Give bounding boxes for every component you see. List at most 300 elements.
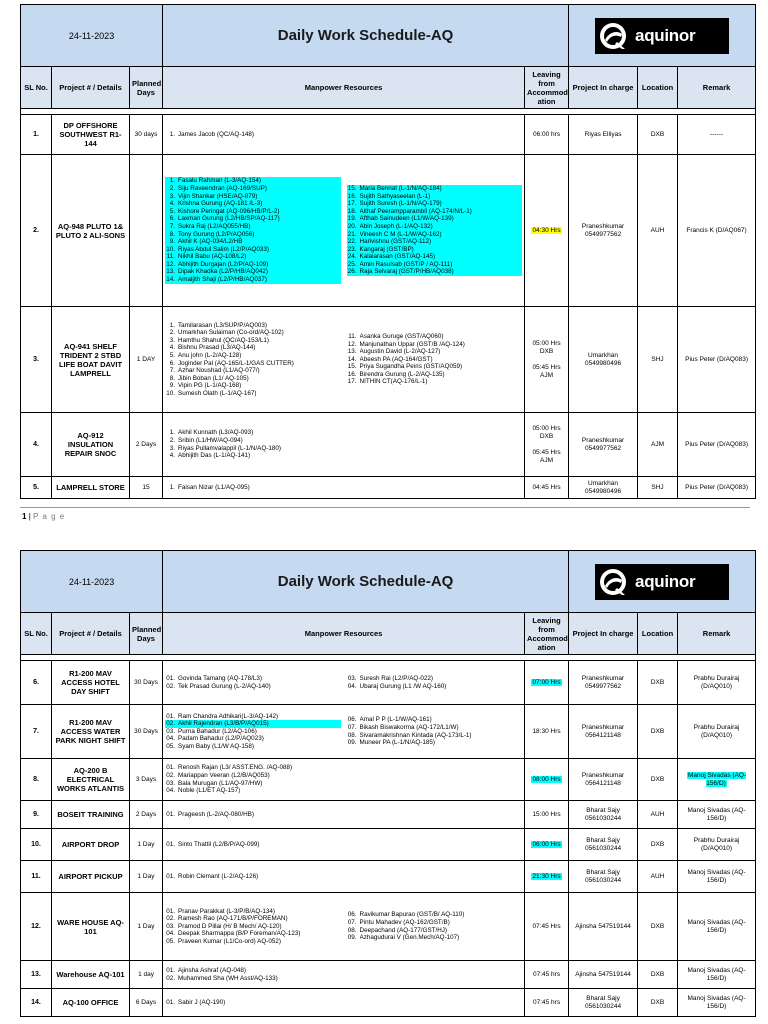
row-location: DXB (638, 661, 678, 705)
manpower-item (165, 215, 341, 223)
manpower-item-name: Deepachand (AQ-177/GST/HJ) (359, 926, 448, 934)
row-manpower (163, 893, 525, 961)
row-planned-days: 3 Days (130, 759, 163, 801)
manpower-item (347, 927, 523, 935)
manpower-item-name: Praveen Kumar (L1/Co-ord) AQ-052) (178, 937, 281, 945)
col-project-2: Project # / Details (52, 613, 130, 655)
manpower-item-number: 16. (347, 370, 357, 378)
schedule-table-1 (20, 4, 756, 499)
aquinor-logo (595, 18, 729, 54)
row-manpower (163, 961, 525, 989)
manpower-item-name: Pranav Parakkat (L-3/P/B/AQ-134) (178, 907, 275, 915)
manpower-item-number: 4. (169, 200, 176, 208)
manpower-right-list (347, 764, 523, 794)
manpower-item-number: 03. (166, 922, 176, 930)
manpower-item-name: Sribin (L1/HW/AQ-094) (178, 436, 243, 444)
row-sl-no: 12. (21, 893, 52, 961)
row-location: DXB (638, 759, 678, 801)
manpower-item (165, 772, 341, 780)
manpower-item-name: Vijin Shankar (HSE/AQ-079) (178, 193, 341, 201)
manpower-item (165, 360, 341, 368)
col-project: Project # / Details (52, 67, 130, 109)
manpower-item (165, 811, 341, 819)
manpower-item-name: Abhijith Das (L-1/AQ-141) (178, 452, 251, 460)
manpower-left-list (165, 131, 341, 139)
row-sl-no: 6. (21, 661, 52, 705)
row-incharge: Praneshkumar 0549977562 (569, 413, 638, 477)
manpower-item (165, 375, 341, 383)
manpower-item-number: 10. (166, 389, 176, 397)
row-leaving-time (525, 801, 569, 829)
manpower-item (347, 724, 523, 732)
row-incharge: Praneshkumar 0564121148 (569, 705, 638, 759)
manpower-left-list (165, 764, 341, 794)
remark-value: Pius Peter (D/AQ083) (685, 483, 748, 491)
manpower-left-list (165, 429, 341, 459)
row-planned-days: 1 Day (130, 861, 163, 893)
manpower-item (165, 223, 341, 231)
remark-value: Manoj Sivadas (AQ-156/D) (687, 918, 746, 934)
manpower-right-list (347, 333, 523, 386)
manpower-item-number: 21. (347, 230, 357, 238)
col-planned-days-2: Planned Days (130, 613, 163, 655)
row-leaving-time (525, 115, 569, 155)
manpower-item-number: 04. (166, 930, 176, 938)
aquinor-logo-icon (599, 22, 627, 50)
row-project: AQ-948 PLUTO 1& PLUTO 2 ALI-SONS (52, 155, 130, 307)
manpower-item-name: Amaljith Shaji (L2/P/HB/AQ037) (178, 276, 341, 284)
manpower-item-name: Ravikumar Bapurao (GST/B/ AQ-110) (359, 911, 465, 919)
manpower-left-list (165, 811, 341, 819)
manpower-item-name: Althaf Peerampparambil (AQ-174/N/L-1) (360, 208, 523, 216)
manpower-item (165, 923, 341, 931)
row-remark (678, 115, 756, 155)
manpower-item-number: 04. (166, 735, 176, 743)
row-sl-no: 1. (21, 115, 52, 155)
manpower-item-number: 13. (166, 268, 176, 276)
manpower-item-name: Jibin Boban (L1/ AQ-105) (178, 374, 249, 382)
manpower-right-list (347, 716, 523, 746)
manpower-item-name: Mariappan Veeran (L2/B/AQ053) (178, 771, 270, 779)
manpower-item-number: 05. (166, 742, 176, 750)
manpower-item-name: Muneer PA (L-1/N/AQ-185) (359, 739, 436, 747)
manpower-item-number: 02. (166, 915, 176, 923)
row-sl-no: 3. (21, 307, 52, 413)
manpower-item-number: 03. (166, 727, 176, 735)
manpower-item-name: Afthab Sainudeen (L1/W/AQ-139) (360, 215, 523, 223)
manpower-item (347, 231, 523, 239)
manpower-item-name: Abhijith Durgajan (L2/P/AQ-109) (178, 261, 341, 269)
leaving-time-value: 05:00 Hrs DXB 05:45 Hrs AJM (532, 339, 561, 379)
manpower-item (165, 873, 341, 881)
row-leaving-time (525, 893, 569, 961)
manpower-item-name: Deepak Sharmappa (B/P Foreman/AQ-123) (178, 930, 301, 938)
manpower-item-number: 23. (347, 245, 357, 253)
row-incharge: Praneshkumar 0564121148 (569, 759, 638, 801)
manpower-item-number: 01. (166, 712, 176, 720)
manpower-item-number: 2. (169, 436, 176, 444)
manpower-item-name: Riyas Pullamvalappil (L-1/N/AQ-180) (178, 444, 281, 452)
manpower-item-number: 1. (169, 429, 176, 437)
manpower-item-name: Abeesh PA (AQ-164/GST) (359, 355, 433, 363)
remark-value: Manoj Sivadas (AQ-156/D) (687, 994, 746, 1010)
remark-value: Prabhu Durairaj (D/AQ010) (693, 674, 740, 690)
manpower-item (347, 215, 523, 223)
manpower-item (165, 193, 341, 201)
remark-value: Prabhu Durairaj (D/AQ010) (693, 723, 740, 739)
remark-value: Manoj Sivadas (AQ-156/D) (687, 868, 746, 884)
manpower-item (165, 344, 341, 352)
manpower-item-number: 2. (169, 329, 176, 337)
row-project: BOSEIT TRAINING (52, 801, 130, 829)
manpower-item-name: Abin Joseph (L-1/AQ-132) (360, 223, 523, 231)
manpower-right-list (347, 131, 523, 139)
manpower-item (165, 437, 341, 445)
remark-value: Manoj Sivadas (AQ-156/D) (687, 771, 747, 787)
row-sl-no: 8. (21, 759, 52, 801)
manpower-item (165, 975, 341, 983)
manpower-item (347, 911, 523, 919)
manpower-item (165, 367, 341, 375)
leaving-time-value: 15:00 Hrs (532, 810, 561, 818)
remark-value: Pius Peter (D/AQ083) (685, 440, 748, 448)
page-label: P a g e (33, 512, 66, 521)
row-project: AQ-941 SHELF TRIDENT 2 STBD LIFE BOAT DAVIT LAMPRELL (52, 307, 130, 413)
manpower-item-number: 5. (169, 351, 176, 359)
manpower-item (347, 716, 523, 724)
manpower-item-name: Ram Chandra Adhikari(L-3/AQ-142) (178, 712, 279, 720)
manpower-item-name: Manjunathan Uppar (GST/B /AQ-124) (359, 340, 465, 348)
manpower-item-name: Bala Murugan (L1/AQ-97/HW) (178, 779, 263, 787)
schedule-row (21, 961, 756, 989)
manpower-left-list (165, 841, 341, 849)
col-incharge: Project In charge (569, 67, 638, 109)
row-manpower (163, 661, 525, 705)
manpower-item-name: Riyas Abdul Salim (L2/P/AQ033) (178, 246, 341, 254)
manpower-item-name: James Jacob (QC/AQ-148) (178, 130, 254, 138)
aquinor-logo-text: aquinor (635, 25, 696, 45)
schedule-row (21, 801, 756, 829)
manpower-item-name: Raja Selvaraj (GST/P/HB/AQ038) (360, 268, 523, 276)
manpower-item-name: Tek Prasad Gurung (L-2/AQ-140) (178, 682, 271, 690)
row-remark (678, 893, 756, 961)
manpower-item-name: Augustin David (L-2/AQ-127) (359, 348, 441, 356)
manpower-item (165, 967, 341, 975)
col-remark: Remark (678, 67, 756, 109)
row-incharge: Bharat Sajy 0561030244 (569, 989, 638, 1017)
aquinor-logo-icon-2 (599, 568, 627, 596)
manpower-item-number: 09. (347, 934, 357, 942)
manpower-item-name: Sinto Thattil (L2/B/P/AQ-099) (178, 840, 260, 848)
row-incharge: Riyas Elliyas (569, 115, 638, 155)
manpower-item-name: Vipin PG (L-1/AQ-168) (178, 382, 242, 390)
manpower-item (347, 200, 523, 208)
row-manpower (163, 801, 525, 829)
manpower-item-name: Ajinsha Ashraf (AQ-048) (178, 966, 246, 974)
manpower-item (347, 683, 523, 691)
row-incharge: Umarkhan 0549980496 (569, 307, 638, 413)
schedule-row (21, 759, 756, 801)
manpower-item-number: 02. (166, 974, 176, 982)
manpower-item-name: Harivishnu (GST/AQ-112) (360, 238, 523, 246)
manpower-item-number: 01. (166, 966, 176, 974)
manpower-item-number: 09. (347, 739, 357, 747)
row-location: SHJ (638, 477, 678, 499)
row-leaving-time (525, 155, 569, 307)
schedule-rows-2 (21, 661, 756, 1017)
row-remark (678, 861, 756, 893)
row-planned-days: 2 Days (130, 413, 163, 477)
manpower-item (347, 675, 523, 683)
manpower-item (165, 999, 341, 1007)
manpower-item-name: Sabir J (AQ-190) (178, 998, 226, 1006)
manpower-item (165, 238, 341, 246)
manpower-item-number: 06. (347, 911, 357, 919)
manpower-item (347, 253, 523, 261)
manpower-item-number: 14. (347, 355, 357, 363)
row-leaving-time (525, 477, 569, 499)
row-location: AUH (638, 861, 678, 893)
schedule-table-2 (20, 550, 756, 1017)
schedule-row (21, 115, 756, 155)
manpower-item-name: Birendra Gurung (L-2/AQ-135) (359, 370, 445, 378)
row-remark (678, 155, 756, 307)
col-sl-no: SL No. (21, 67, 52, 109)
row-sl-no: 13. (21, 961, 52, 989)
manpower-item-number: 16. (347, 192, 357, 200)
row-manpower (163, 989, 525, 1017)
manpower-left-list (165, 484, 341, 492)
schedule-row (21, 661, 756, 705)
manpower-item-number: 02. (166, 720, 176, 728)
row-manpower (163, 829, 525, 861)
schedule-date-2: 24-11-2023 (21, 551, 163, 613)
manpower-right-list (347, 873, 523, 881)
manpower-item (347, 732, 523, 740)
manpower-item-name: Akhil Kunnath (L3/AQ-093) (178, 429, 254, 437)
manpower-item-number: 1. (169, 130, 176, 138)
leaving-time-value: 08:00 Hrs (532, 775, 561, 783)
leaving-time-value: 07:45 hrs (532, 998, 561, 1006)
row-incharge: Ajinsha 547519144 (569, 961, 638, 989)
manpower-item-number: 6. (169, 215, 176, 223)
manpower-item-number: 06. (347, 716, 357, 724)
manpower-item-name: Asanka Guruge (GST/AQ060) (359, 332, 444, 340)
manpower-item-number: 03. (347, 674, 357, 682)
col-planned-days: Planned Days (130, 67, 163, 109)
row-manpower (163, 307, 525, 413)
row-remark (678, 961, 756, 989)
row-manpower (163, 155, 525, 307)
manpower-item (165, 429, 341, 437)
manpower-item-number: 08. (347, 731, 357, 739)
row-planned-days: 1 Day (130, 829, 163, 861)
manpower-left-list (165, 873, 341, 881)
manpower-item-number: 07. (347, 723, 357, 731)
manpower-item (347, 341, 523, 349)
manpower-right-list (347, 911, 523, 941)
manpower-item-number: 25. (347, 260, 357, 268)
row-incharge: Praneshkumar 0549977562 (569, 661, 638, 705)
row-planned-days: 30 Days (130, 705, 163, 759)
manpower-item (165, 177, 341, 185)
manpower-item (165, 268, 341, 276)
manpower-item (347, 238, 523, 246)
manpower-item-number: 15. (347, 184, 357, 192)
manpower-item (165, 131, 341, 139)
manpower-item-name: Azhar Noushad (L1/AQ-077/) (178, 367, 260, 375)
row-project: DP OFFSHORE SOUTHWEST R1-144 (52, 115, 130, 155)
manpower-item-name: Nikhil Babu (AQ-108/L2) (178, 253, 341, 261)
row-leaving-time (525, 829, 569, 861)
row-sl-no: 5. (21, 477, 52, 499)
manpower-item-number: 02. (166, 682, 176, 690)
manpower-item-number: 04. (347, 682, 357, 690)
manpower-item-number: 7. (169, 367, 176, 375)
leaving-time-value: 07:45 Hrs (532, 922, 561, 930)
manpower-item-number: 01. (166, 998, 176, 1006)
schedule-row (21, 861, 756, 893)
leaving-time-value: 06:00 Hrs (532, 840, 561, 848)
manpower-item-number: 07. (347, 918, 357, 926)
row-planned-days: 1 DAY (130, 307, 163, 413)
manpower-item-number: 26. (347, 268, 357, 276)
manpower-item (165, 337, 341, 345)
manpower-item-number: 1. (169, 483, 176, 491)
row-remark (678, 413, 756, 477)
manpower-item (347, 193, 523, 201)
manpower-item (165, 322, 341, 330)
manpower-item (165, 915, 341, 923)
manpower-item-number: 01. (166, 764, 176, 772)
manpower-item-name: Kalaiarasan (GST/AQ-145) (360, 253, 523, 261)
manpower-item-name: Akhil Rajendran (L3/B/P/AQ015) (178, 720, 341, 728)
manpower-item-number: 3. (169, 192, 176, 200)
manpower-item-name: Akhil K (AQ-034/L2/HB (178, 238, 341, 246)
row-planned-days: 30 Days (130, 661, 163, 705)
row-planned-days: 30 days (130, 115, 163, 155)
row-manpower (163, 477, 525, 499)
manpower-item (347, 348, 523, 356)
manpower-item (165, 352, 341, 360)
row-sl-no: 9. (21, 801, 52, 829)
manpower-item-name: Bikash Biswakorma (AQ-172/L1/W) (359, 723, 459, 731)
manpower-item-name: Priya Sugandha Peiris (GST/AQ059) (359, 363, 463, 371)
manpower-item-name: Pramod D Pillai (H/ B Mech/ AQ-120) (178, 922, 282, 930)
manpower-item (347, 185, 523, 193)
row-planned-days: 1 Day (130, 893, 163, 961)
manpower-item (165, 185, 341, 193)
row-location: AUH (638, 155, 678, 307)
manpower-left-list (165, 177, 341, 283)
manpower-item (347, 371, 523, 379)
manpower-item (165, 713, 341, 721)
col-remark-2: Remark (678, 613, 756, 655)
row-sl-no: 2. (21, 155, 52, 307)
row-project: LAMPRELL STORE (52, 477, 130, 499)
col-leaving-2: Leaving from Accommod ation (525, 613, 569, 655)
schedule-row (21, 413, 756, 477)
row-incharge: Umarkhan 0549980496 (569, 477, 638, 499)
manpower-item (165, 253, 341, 261)
manpower-item-name: Ubaraj Gurung (L1 /W AQ-160) (359, 682, 447, 690)
manpower-item-name: Fasalu Rahman (L-3/AQ-154) (178, 177, 341, 185)
manpower-item-name: Sujith Suresh (L-1/N/AQ-179) (360, 200, 523, 208)
manpower-item-name: Amin Rasulsab (GST/P / AQ-111) (360, 261, 523, 269)
manpower-item-name: Siju Raveendran (AQ-169/SUP) (178, 185, 341, 193)
manpower-left-list (165, 675, 341, 690)
manpower-item-number: 20. (347, 222, 357, 230)
row-sl-no: 7. (21, 705, 52, 759)
manpower-item-number: 10. (166, 245, 176, 253)
row-sl-no: 14. (21, 989, 52, 1017)
manpower-item (347, 223, 523, 231)
row-manpower (163, 759, 525, 801)
manpower-left-list (165, 713, 341, 751)
row-incharge: Bharat Sajy 0561030244 (569, 861, 638, 893)
row-location: DXB (638, 893, 678, 961)
manpower-item-name: Anu john (L-2/AQ-128) (178, 351, 242, 359)
manpower-item (347, 268, 523, 276)
row-sl-no: 11. (21, 861, 52, 893)
col-sl-no-2: SL No. (21, 613, 52, 655)
manpower-item (165, 735, 341, 743)
row-location: AUH (638, 801, 678, 829)
manpower-item-name: Suresh Rai (L2/P/AQ-022) (359, 674, 434, 682)
manpower-item (347, 261, 523, 269)
manpower-item (347, 208, 523, 216)
schedule-title: Daily Work Schedule-AQ (163, 5, 569, 67)
row-leaving-time (525, 759, 569, 801)
col-location: Location (638, 67, 678, 109)
manpower-right-list (347, 999, 523, 1007)
manpower-item-name: Padam Bahadur (L2/P/AQ023) (178, 735, 264, 743)
manpower-item (165, 452, 341, 460)
page-separator: | (28, 512, 31, 521)
manpower-item-number: 4. (169, 344, 176, 352)
manpower-item-number: 17. (347, 378, 357, 386)
manpower-item-name: Ramesh Rao (AQ-171/B/P/FOREMAN) (178, 915, 288, 923)
row-leaving-time (525, 989, 569, 1017)
manpower-item (165, 938, 341, 946)
leaving-time-value: 06:00 hrs (532, 130, 561, 138)
schedule-title-2: Daily Work Schedule-AQ (163, 551, 569, 613)
schedule-row (21, 477, 756, 499)
row-sl-no: 10. (21, 829, 52, 861)
row-incharge: Ajinsha 547519144 (569, 893, 638, 961)
manpower-item (347, 378, 523, 386)
row-project: AQ-100 OFFICE (52, 989, 130, 1017)
manpower-item-number: 08. (347, 926, 357, 934)
col-leaving: Leaving from Accommod ation (525, 67, 569, 109)
remark-value: Prabhu Durairaj (D/AQ010) (693, 836, 740, 852)
row-project: AIRPORT PICKUP (52, 861, 130, 893)
manpower-item-number: 6. (169, 359, 176, 367)
manpower-item (165, 231, 341, 239)
leaving-time-value: 21:30 Hrs (532, 872, 561, 880)
row-remark (678, 989, 756, 1017)
manpower-item-number: 11. (166, 253, 176, 261)
manpower-item-name: Umarkhan Sulaiman (Co-ord/AQ-102) (178, 329, 284, 337)
manpower-item-number: 11. (348, 332, 357, 340)
row-project: AQ-912 INSULATION REPAIR SNOC (52, 413, 130, 477)
manpower-left-list (165, 908, 341, 946)
manpower-item-name: Purna Bahadur (L2/AQ-106) (178, 727, 257, 735)
manpower-item-number: 3. (169, 444, 176, 452)
manpower-item (347, 739, 523, 747)
manpower-item-number: 05. (166, 937, 176, 945)
manpower-right-list (347, 429, 523, 459)
